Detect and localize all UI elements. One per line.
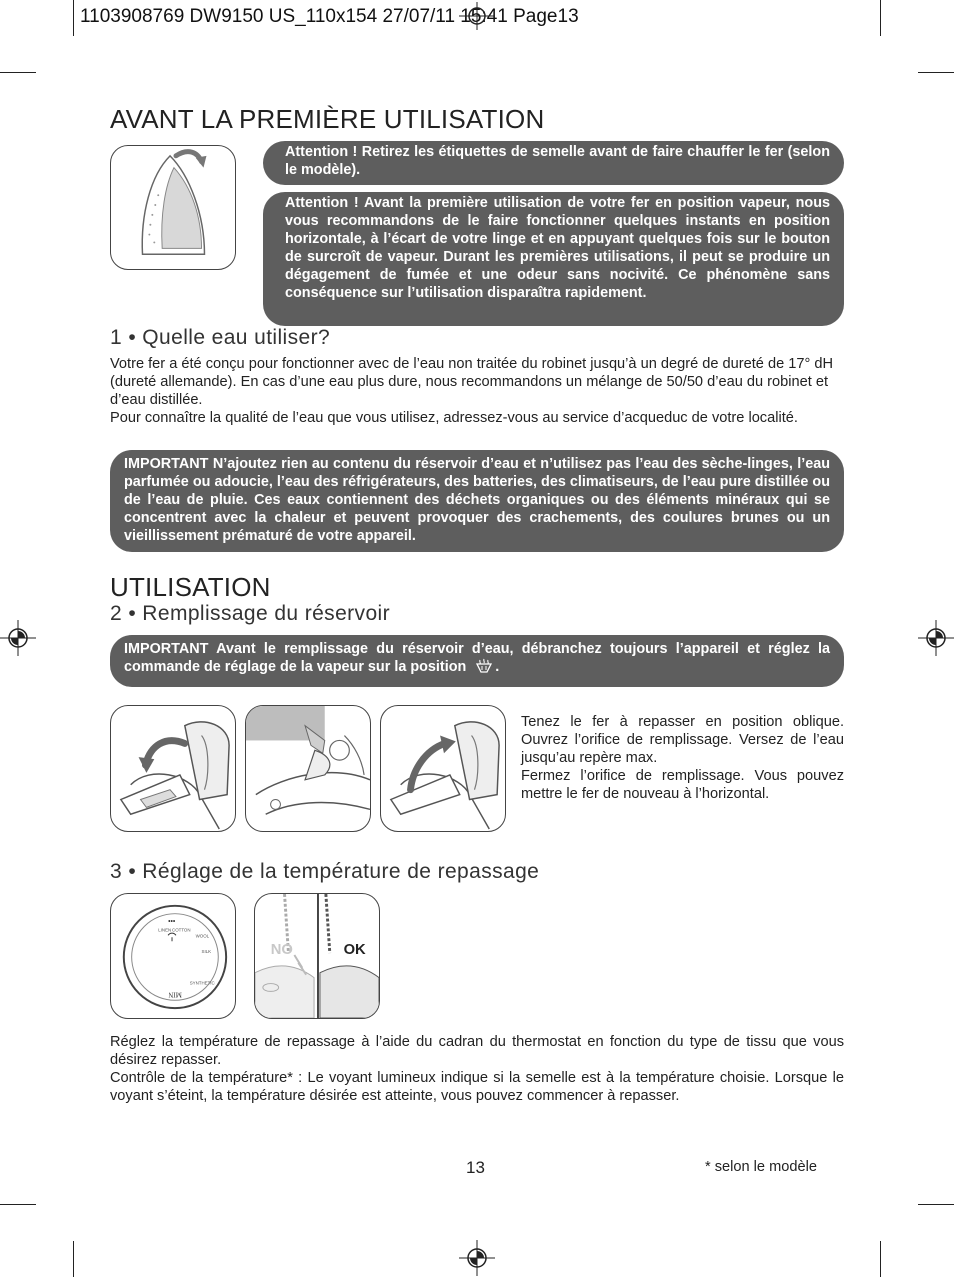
temperature-heading: 3 • Réglage de la température de repassage (110, 860, 540, 883)
fill-instructions-1: Tenez le fer à repasser en position oblique. Ouvrez l’orifice de remplissage. Versez de l’eau jusqu’au repère max. (521, 714, 844, 766)
dial-label-silk: SILK (201, 949, 212, 955)
attention-first-use-text: Attention ! Avant la première utilisation de votre fer en position vapeur, nous vous recommandons de le faire fonctionner quelques instants en position horizontale, à l’écart de votre linge et en appuyant quelques fois sur le bouton de surcroît de vapeur. Durant les premières utilisations, il peut se produire un dégagement de fumée et une odeur sans nocivité. Ce phénomène sans conséquence sur l’utilisation disparaîtra rapidement. (285, 195, 830, 301)
registration-mark-right (918, 620, 954, 656)
dial-label-wool: WOOL (195, 933, 210, 939)
dial-label-min: MIN (168, 990, 182, 998)
section-title-use: UTILISATION (110, 572, 271, 602)
page-number: 13 (466, 1158, 485, 1177)
dial-dots: ••• (168, 918, 176, 926)
print-header: 1103908769 DW9150 US_110x154 27/07/11 15:41 Page13 (80, 6, 579, 27)
fill-instructions (521, 713, 844, 803)
no-label: NO (270, 942, 293, 959)
footnote: * selon le modèle (705, 1159, 817, 1175)
water-body (110, 355, 844, 427)
temperature-body (110, 1033, 844, 1105)
water-paragraph-2: Pour connaître la qualité de l’eau que vous utilisez, adressez-vous au service d’acqueduc de votre localité. (110, 410, 798, 426)
registration-mark-top (459, 2, 495, 30)
dial-label-linen: LINEN (158, 927, 172, 933)
fill-instructions-2: Fermez l’orifice de remplissage. Vous pouvez mettre le fer de nouveau à l’horizontal. (521, 768, 844, 802)
dial-label-cotton: COTTON (172, 927, 191, 933)
fill-step-3-figure (380, 705, 506, 832)
registration-mark-left (0, 620, 36, 656)
fill-important-text: IMPORTANT Avant le remplissage du réservoir d’eau, débranchez toujours l’appareil et réglez la commande de réglage de la vapeur sur la position (124, 641, 830, 675)
water-important-note (110, 450, 844, 552)
water-paragraph-1: Votre fer a été conçu pour fonctionner avec de l’eau non traitée du robinet jusqu’à un degré de dureté de 17° dH (dureté allemande). En cas d’une eau plus dure, nous recommandons un mélange de 50/50 d’eau du robinet et d’eau distillée. (110, 356, 834, 408)
soleplate-figure (110, 145, 236, 270)
temperature-paragraph-2: Contrôle de la température* : Le voyant lumineux indique si la semelle est à la température choisie. Lorsque le voyant s’éteint, la température désirée est atteinte, vous pouvez commencer à repasser. (110, 1070, 844, 1104)
temperature-paragraph-1: Réglez la température de repassage à l’aide du cadran du thermostat en fonction du type de tissu que vous désirez repasser. (110, 1034, 844, 1068)
ok-label: OK (343, 942, 366, 959)
attention-first-use-note (263, 192, 844, 326)
registration-mark-bottom (459, 1240, 495, 1276)
attention-labels-text: Attention ! Retirez les étiquettes de semelle avant de faire chauffer le fer (selon le modèle). (285, 144, 830, 178)
fill-important-paragraph (124, 640, 830, 676)
thermostat-dial-figure (110, 893, 236, 1019)
dial-label-synthetic: SYNTHETIC (189, 980, 215, 986)
fill-heading: 2 • Remplissage du réservoir (110, 602, 390, 625)
fill-step-2-figure (245, 705, 371, 832)
water-heading: 1 • Quelle eau utiliser? (110, 326, 331, 349)
temperature-no-ok-figure (254, 893, 380, 1019)
fill-important-end: . (495, 659, 500, 675)
steam-setting-icon (473, 658, 495, 674)
fill-important-note (110, 635, 844, 687)
section-title-first-use: AVANT LA PREMIÈRE UTILISATION (110, 104, 545, 134)
fill-step-1-figure (110, 705, 236, 832)
attention-labels-note (263, 141, 844, 185)
water-important-text: IMPORTANT N’ajoutez rien au contenu du réservoir d’eau et n’utilisez pas l’eau des sèche-linges, l’eau parfumée ou adoucie, l’eau des réfrigérateurs, des batteries, des climatiseurs, de l’eau pure distillée ou de l’eau de pluie. Ces eaux contiennent des déchets organiques ou des éléments minéraux qui se concentrent avec la chaleur et peuvent provoquer des crachements, des coulures brunes ou un vieillissement prématuré de votre appareil. (124, 456, 830, 544)
